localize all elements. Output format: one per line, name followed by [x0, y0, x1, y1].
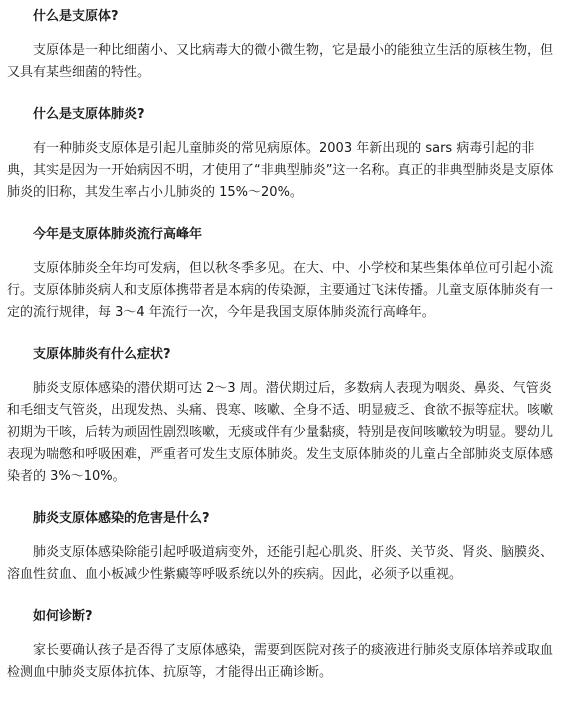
section-heading: 支原体肺炎有什么症状?	[33, 347, 171, 362]
section-paragraph: 肺炎支原体感染除能引起呼吸道病变外，还能引起心肌炎、肝炎、关节炎、肾炎、脑膜炎、溶血性贫血、血小板减少性紫癜等呼吸系统以外的疾病。因此，必须予以重视。	[7, 545, 554, 582]
section-heading: 什么是支原体肺炎?	[33, 107, 145, 122]
section-peak-year	[7, 226, 557, 324]
section-paragraph: 支原体是一种比细菌小、又比病毒大的微小微生物，它是最小的能独立生活的原核生物，但又具有某些细菌的特性。	[7, 43, 554, 80]
section-diagnosis	[7, 608, 557, 684]
section-heading: 今年是支原体肺炎流行高峰年	[33, 227, 203, 242]
section-heading: 肺炎支原体感染的危害是什么?	[33, 511, 210, 526]
section-paragraph: 有一种肺炎支原体是引起儿童肺炎的常见病原体。2003 年新出现的 sars 病毒引起的非典，其实是因为一开始病因不明，才使用了“非典型肺炎”这一名称。真正的非典型肺炎是支原体肺炎的旧称，其发生率占小儿肺炎的 15%～20%。	[7, 141, 554, 200]
section-paragraph: 肺炎支原体感染的潜伏期可达 2～3 周。潜伏期过后，多数病人表现为咽炎、鼻炎、气管炎和毛细支气管炎，出现发热、头痛、畏寒、咳嗽、全身不适、明显疲乏、食欲不振等症状。咳嗽初期为干咳，后转为顽固性剧烈咳嗽，无痰或伴有少量黏痰，特别是夜间咳嗽较为明显。婴幼儿表现为喘憋和呼吸困难，严重者可发生支原体肺炎。发生支原体肺炎的儿童占全部肺炎支原体感染者的 3%～10%。	[7, 381, 554, 484]
section-symptoms	[7, 346, 557, 488]
section-harms	[7, 510, 557, 586]
section-heading: 什么是支原体?	[33, 9, 119, 24]
section-what-is-mycoplasma	[7, 8, 557, 84]
section-paragraph: 家长要确认孩子是否得了支原体感染，需要到医院对孩子的痰液进行肺炎支原体培养或取血检测血中肺炎支原体抗体、抗原等，才能得出正确诊断。	[7, 643, 554, 680]
section-heading: 如何诊断?	[33, 609, 93, 624]
section-paragraph: 支原体肺炎全年均可发病，但以秋冬季多见。在大、中、小学校和某些集体单位可引起小流行。支原体肺炎病人和支原体携带者是本病的传染源，主要通过飞沫传播。儿童支原体肺炎有一定的流行规律，每 3～4 年流行一次，今年是我国支原体肺炎流行高峰年。	[7, 261, 554, 320]
section-what-is-mycoplasma-pneumonia	[7, 106, 557, 204]
